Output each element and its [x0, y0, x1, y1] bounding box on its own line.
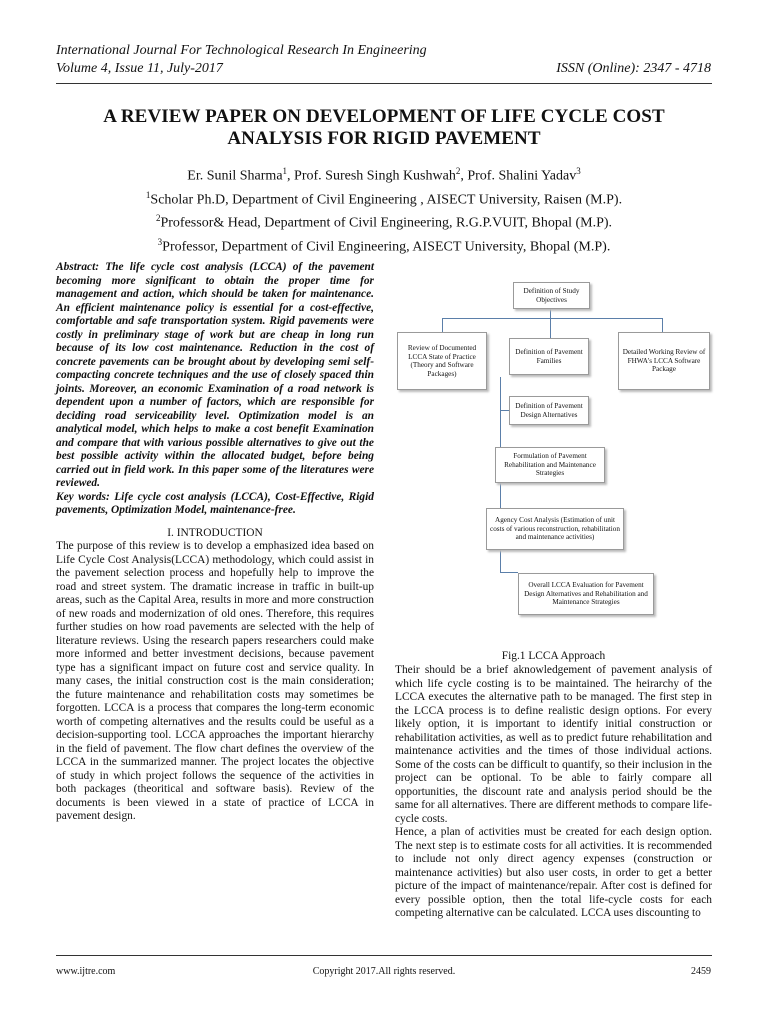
- affiliation-1: [56, 186, 712, 210]
- author-name: , Prof. Suresh Singh Kushwah: [287, 168, 456, 184]
- footer-website: www.ijtre.com: [56, 966, 116, 977]
- journal-name: International Journal For Technological Research In Engineering: [56, 43, 427, 58]
- affiliation-marker: 2: [155, 213, 161, 224]
- flow-box-pavement-families: Definition of Pavement Families: [509, 338, 589, 375]
- affiliation-text: Scholar Ph.D, Department of Civil Engineering , AISECT University, Raisen (M.P).: [150, 192, 623, 208]
- body-paragraph: Hence, a plan of activities must be created for each design option. The next step is to estimate costs for all activities. It is recommended to include not only direct agency expenses (construction or maintenance activities) but also user costs, in order to get a better picture of the impact of maintenance/repair. After cost is defined for every possible option, then the total life-cycle costs for each competing alternative can be calculated. LCCA uses discounting to: [395, 826, 712, 919]
- connector-line: [550, 309, 551, 318]
- flow-box-agency-cost-analysis: Agency Cost Analysis (Estimation of unit costs of various reconstruction, rehabilitation and maintenance activities): [486, 508, 624, 550]
- flow-box-rehab-strategies: Formulation of Pavement Rehabilitation and Maintenance Strategies: [495, 447, 605, 483]
- connector-line: [662, 318, 663, 332]
- page-number: 2459: [691, 966, 711, 977]
- flow-box-overall-lcca-evaluation: Overall LCCA Evaluation for Pavement Design Alternatives and Rehabilitation and Maintenance Strategies: [518, 573, 654, 615]
- affiliation-marker: 3: [157, 236, 163, 247]
- footer-rule: [56, 955, 712, 956]
- affiliation-text: Professor, Department of Civil Engineering, AISECT University, Bhopal (M.P).: [162, 239, 611, 255]
- affiliation-text: Professor& Head, Department of Civil Engineering, R.G.P.VUIT, Bhopal (M.P).: [160, 215, 613, 231]
- connector-line: [442, 318, 443, 332]
- journal-volume: Volume 4, Issue 11, July-2017: [56, 61, 223, 76]
- author-list: [56, 162, 712, 186]
- flow-box-review-lcca-practice: Review of Documented LCCA State of Practice (Theory and Software Packages): [397, 332, 487, 390]
- lcca-flowchart: [395, 262, 712, 622]
- footer-copyright: Copyright 2017.All rights reserved.: [312, 966, 456, 977]
- flow-box-design-alternatives: Definition of Pavement Design Alternatives: [509, 396, 589, 425]
- author-block: [56, 162, 712, 257]
- connector-line: [500, 410, 509, 411]
- affiliation-3: [56, 233, 712, 257]
- affiliation-marker: 2: [455, 166, 461, 176]
- journal-issn: ISSN (Online): 2347 - 4718: [556, 61, 711, 76]
- author-name: , Prof. Shalini Yadav: [460, 168, 577, 184]
- abstract: Abstract: The life cycle cost analysis (LCCA) of the pavement becoming more significant to obtain the proper time for management and action, which should be taken for maintenance. An efficient maintenance policy is essential for a cost-effective, comfortable and safe transportation system. Rigid pavements were costly in preliminary stage of work but are cheap in long run because of its low cost maintenance. Reduction in the cost of concrete pavements can be brought about by developing semi self-compacting concrete techniques and the use of closely spaced thin joints. Moreover, an economic Examination of a road network is dependent upon a number of factors, which are responsible for deciding road serviceability level. Optimization model is an analytical model, which helps to make a cost benefit Examination and compare that with various possible alternatives to give out the best possible activity within the allocated budget, before being carried out in field work. In this paper some of the literatures were reviewed.: [56, 261, 374, 489]
- figure-caption: Fig.1 LCCA Approach: [501, 650, 606, 662]
- affiliation-marker: 1: [282, 166, 288, 176]
- affiliation-marker: 3: [576, 166, 581, 176]
- paper-title: A REVIEW PAPER ON DEVELOPMENT OF LIFE CYCLE COST ANALYSIS FOR RIGID PAVEMENT: [103, 106, 665, 149]
- introduction-text: The purpose of this review is to develop a emphasized idea based on Life Cycle Cost Analysis(LCCA) methodology, which could assist in the pavement selection process and hopefully help to improve the road and street system. The dramatic increase in traffic in built-up areas, such as the Capital Area, results in more and more construction of new roads and modernization of old ones. Therefore, this requires further studies on how road pavements are selected with the help of literature reviews. Using the research papers researchers could make more informed and better investment decisions, because pavement type has a significant impact on future cost and service quality. In many cases, the initial construction cost is the main consideration; the future maintenance and rehabilitation costs may sometimes be forgotten. LCCA is a process that compares the long-term economic worth of competing alternatives and the results could be useful as a decision-supporting tool. LCCA approaches the important hierarchy in the field of pavement. The flow chart defines the overview of the LCCA in the summarized manner. The project locates the objective of study in which project follows the sequence of the activities in both packages (theoritical and software basis). Review of the documents is been viewed in a state of practice of LCCA in pavement design.: [56, 540, 374, 822]
- section-heading-introduction: I. INTRODUCTION: [167, 526, 263, 539]
- affiliation-2: [56, 209, 712, 233]
- connector-line: [500, 572, 518, 573]
- affiliation-marker: 1: [145, 189, 151, 200]
- right-column: [395, 664, 712, 921]
- author-name: Er. Sunil Sharma: [187, 168, 283, 184]
- flow-box-study-objectives: Definition of Study Objectives: [513, 282, 590, 309]
- left-column: [56, 261, 374, 824]
- keywords: Key words: Life cycle cost analysis (LCCA), Cost-Effective, Rigid pavements, Optimization Model, maintenance-free.: [56, 490, 374, 516]
- header-rule: [56, 83, 712, 84]
- body-paragraph: Their should be a brief aknowledgement of pavement analysis of which life cycle costing is to be maintained. The heirarchy of the LCCA executes the alternative path to be managed. The first step in the LCCA process is to define realistic design options. For every likely option, it is important to identify initial construction or rehabilitation activities, as well as to predict future rehabilitation and maintenance activities and the times of those individual actions. Some of the costs can be difficult to quantify, so their inclusion in the project can be optional. To be able to fairly compare all opportunities, the discount rate and analysis period should be the same for all alternatives. There are different methods to compare life-cycle costs.: [395, 664, 712, 825]
- flow-box-fhwa-review: Detailed Working Review of FHWA's LCCA Software Package: [618, 332, 710, 390]
- connector-line: [550, 318, 551, 338]
- connector-line: [442, 318, 662, 319]
